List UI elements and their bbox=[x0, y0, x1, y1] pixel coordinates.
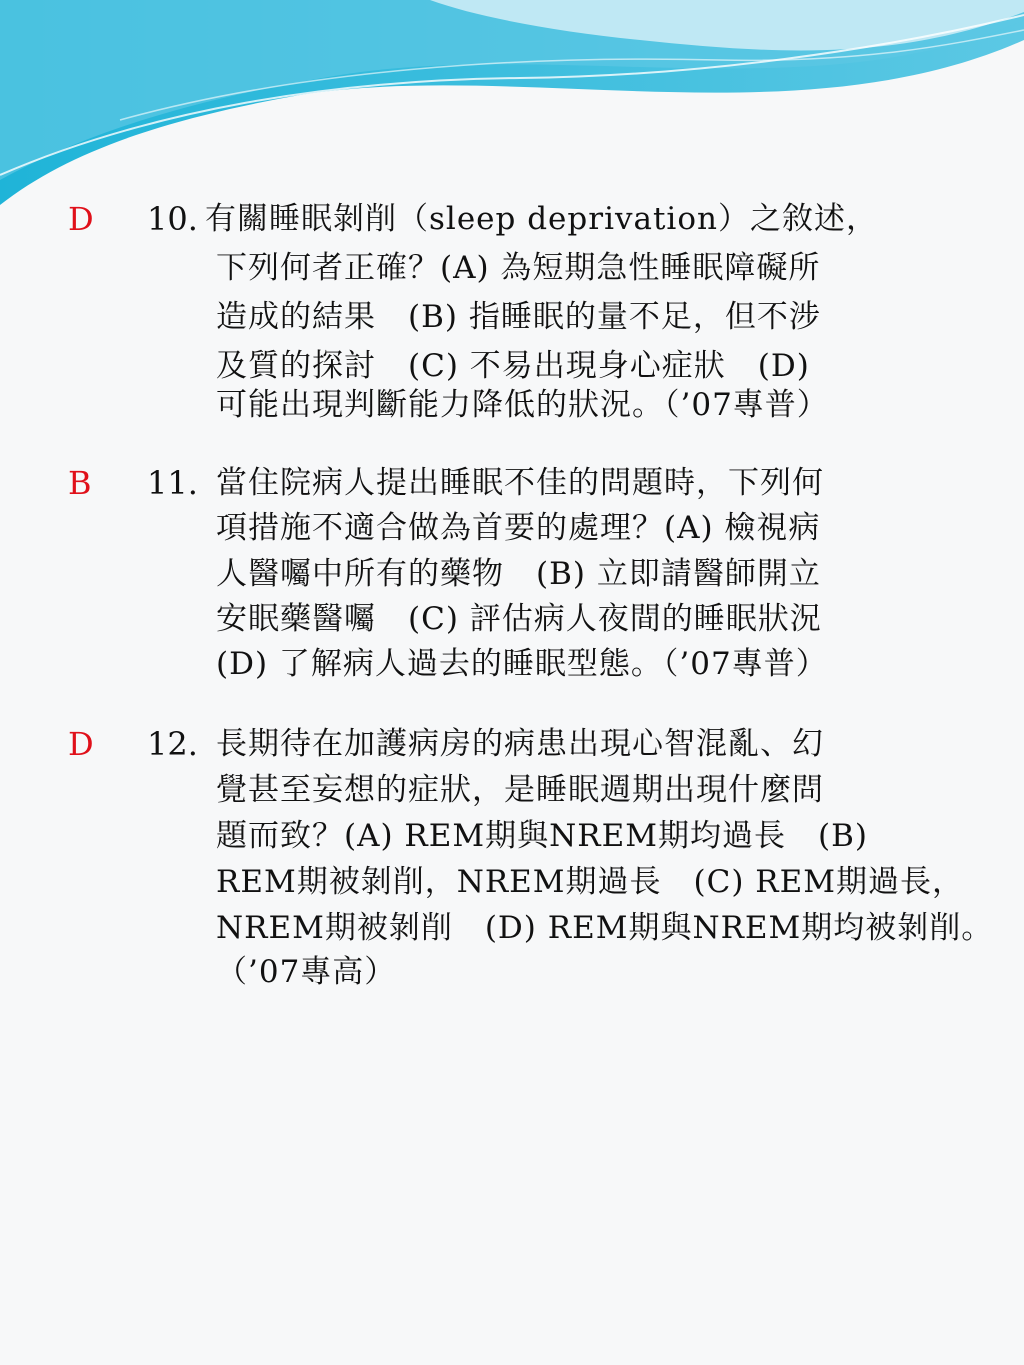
question-text-line: 下列何者正確？(A) 為短期急性睡眠障礙所 bbox=[216, 250, 821, 286]
question-number: 10. bbox=[147, 200, 198, 238]
question-text-line: （’07專高） bbox=[216, 954, 397, 990]
answer-letter: D bbox=[68, 725, 94, 763]
question-text-line: 安眠藥醫囑 (C) 評估病人夜間的睡眠狀況 bbox=[216, 601, 822, 637]
question-text-line: 人醫囑中所有的藥物 (B) 立即請醫師開立 bbox=[216, 556, 821, 592]
answer-letter: B bbox=[68, 464, 92, 502]
question-text-line: 覺甚至妄想的症狀，是睡眠週期出現什麼問 bbox=[216, 772, 824, 808]
question-number: 12. bbox=[147, 725, 198, 763]
question-text-line: NREM期被剝削 (D) REM期與NREM期均被剝削。 bbox=[216, 910, 994, 946]
header-wave-decoration bbox=[0, 0, 1024, 220]
question-text-line: 項措施不適合做為首要的處理？(A) 檢視病 bbox=[216, 510, 821, 546]
question-text-line: 有關睡眠剝削（sleep deprivation）之敘述， bbox=[205, 201, 878, 237]
question-text-line: 題而致？(A) REM期與NREM期均過長 (B) bbox=[216, 818, 868, 854]
question-text-line: 當住院病人提出睡眠不佳的問題時，下列何 bbox=[216, 465, 824, 501]
answer-letter: D bbox=[68, 200, 94, 238]
question-number: 11. bbox=[147, 464, 198, 502]
question-text-line: 造成的結果 (B) 指睡眠的量不足，但不涉 bbox=[216, 299, 821, 335]
question-text-line: 及質的探討 (C) 不易出現身心症狀 (D) bbox=[216, 348, 810, 384]
question-text-line: 長期待在加護病房的病患出現心智混亂、幻 bbox=[216, 726, 824, 762]
question-text-line: REM期被剝削，NREM期過長 (C) REM期過長， bbox=[216, 864, 965, 900]
question-text-line: (D) 了解病人過去的睡眠型態。（’07專普） bbox=[216, 646, 828, 682]
question-text-line: 可能出現判斷能力降低的狀況。（’07專普） bbox=[216, 387, 829, 423]
